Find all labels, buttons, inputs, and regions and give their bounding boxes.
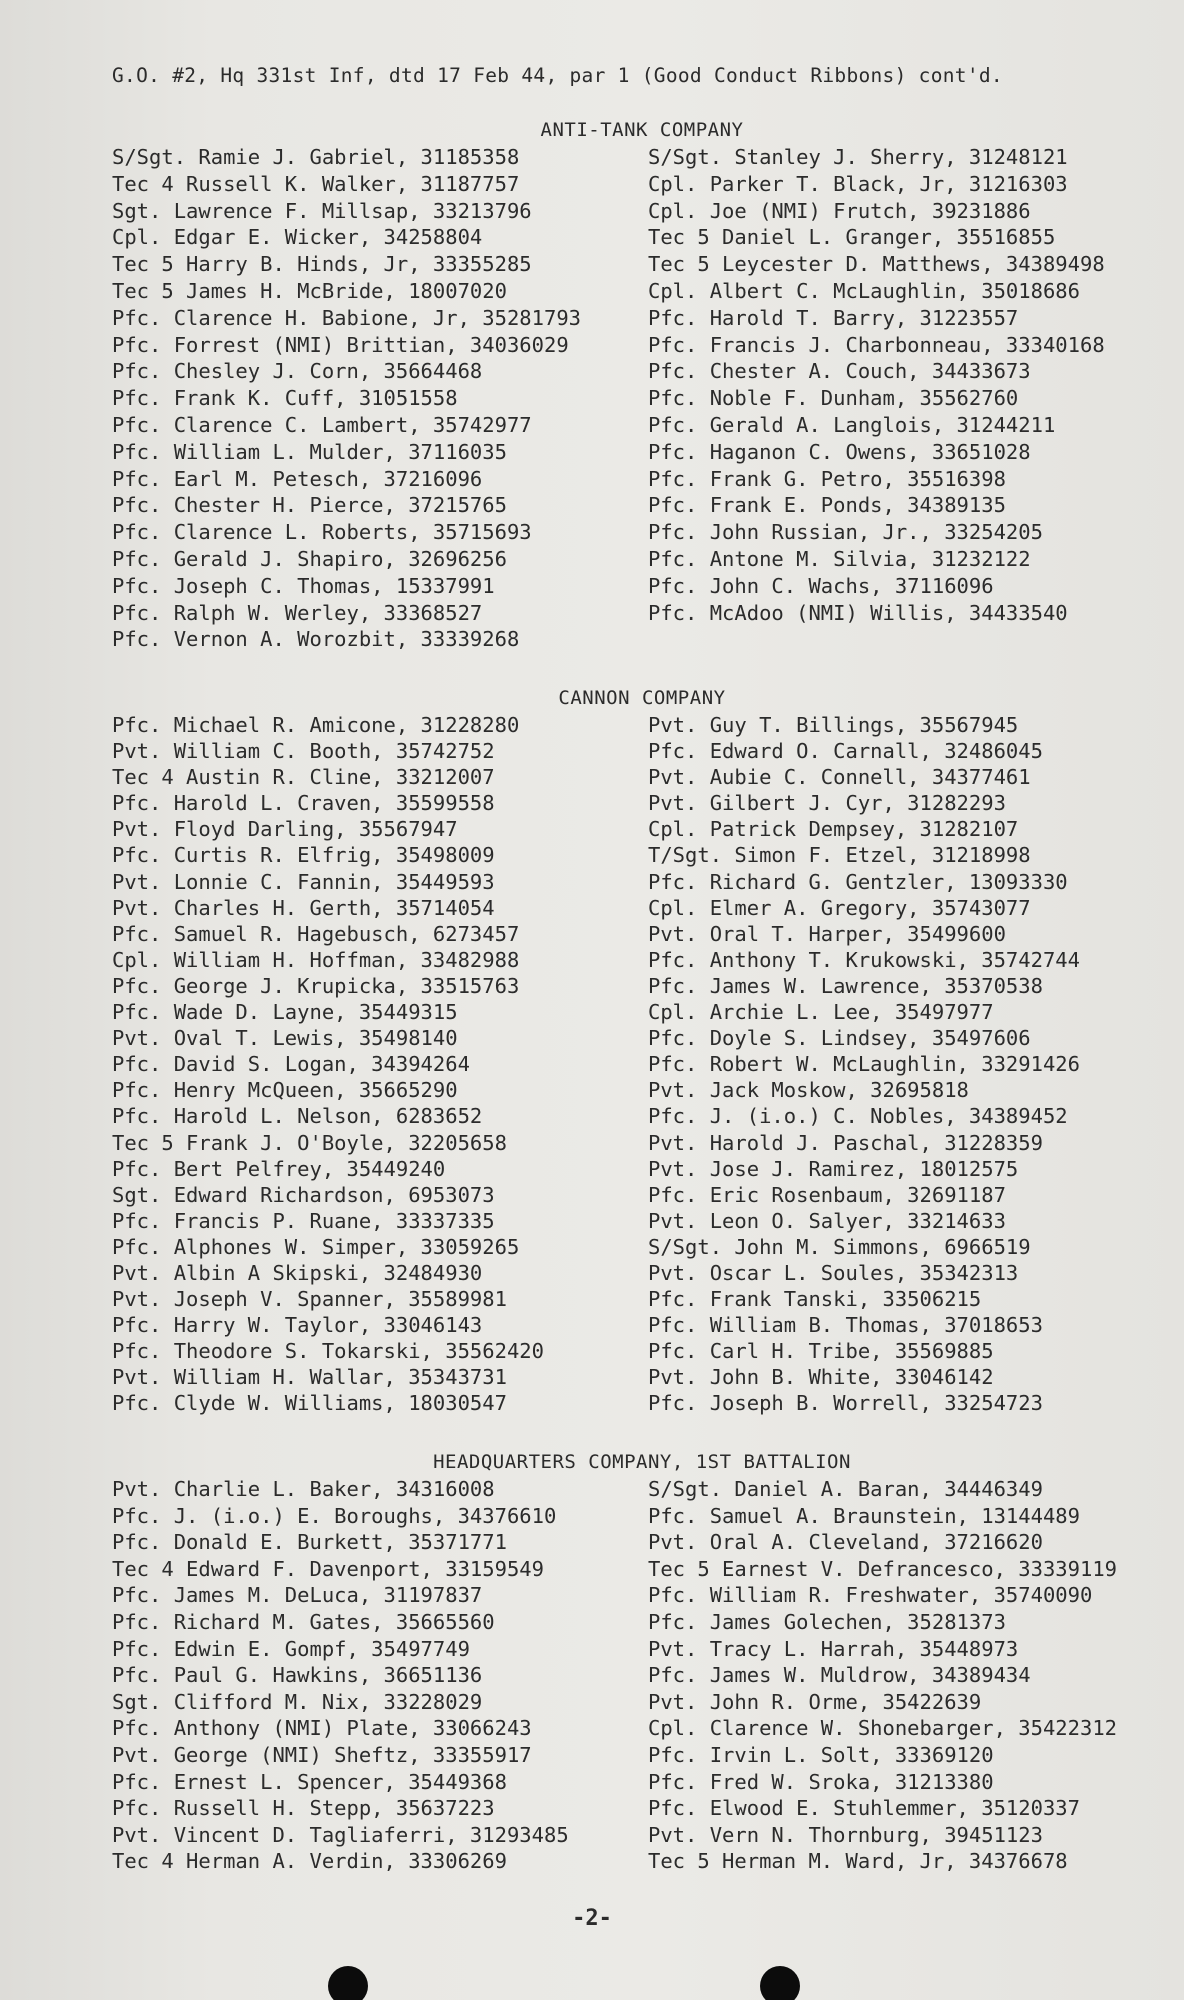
roster-entry: Pfc. Joseph C. Thomas, 15337991 [112,573,495,598]
roster-entry: Pvt. George (NMI) Sheftz, 33355917 [112,1742,532,1767]
roster-entry: Pfc. Curtis R. Elfrig, 35498009 [112,843,495,868]
roster-entry: Pfc. Antone M. Silvia, 31232122 [648,546,1031,571]
roster-entry: Pfc. Earl M. Petesch, 37216096 [112,466,483,491]
roster-entry: Cpl. Clarence W. Shonebarger, 35422312 [648,1716,1117,1741]
roster-column-left [112,144,648,653]
roster-entry: Pfc. Donald E. Burkett, 35371771 [112,1530,507,1555]
roster-entry: Cpl. Albert C. McLaughlin, 35018686 [648,278,1080,303]
roster-entry: Pfc. McAdoo (NMI) Willis, 34433540 [648,600,1068,625]
roster-entry: S/Sgt. Ramie J. Gabriel, 31185358 [112,145,520,169]
roster-entry: Tec 5 Earnest V. Defrancesco, 33339119 [648,1556,1117,1581]
roster-entry: Pfc. James Golechen, 35281373 [648,1609,1006,1634]
roster-entry: Tec 5 Harry B. Hinds, Jr, 33355285 [112,252,532,277]
roster-entry: Pvt. Vern N. Thornburg, 39451123 [648,1822,1043,1847]
page-number: -2- [572,1906,612,1931]
roster-entry: Pfc. Richard G. Gentzler, 13093330 [648,869,1068,894]
roster-entry: Pvt. Oral T. Harper, 35499600 [648,921,1006,946]
section-title: CANNON COMPANY [558,687,726,709]
roster-entry: Pvt. Charles H. Gerth, 35714054 [112,895,495,920]
roster-column-right [648,1476,1172,1875]
roster-entry: Pfc. Francis J. Charbonneau, 33340168 [648,332,1105,357]
roster-entry: S/Sgt. John M. Simmons, 6966519 [648,1234,1031,1259]
roster-entry: Pfc. Eric Rosenbaum, 32691187 [648,1182,1006,1207]
section-title: HEADQUARTERS COMPANY, 1ST BATTALION [433,1451,851,1473]
roster-entry: Pvt. John R. Orme, 35422639 [648,1689,982,1714]
roster-entry: S/Sgt. Stanley J. Sherry, 31248121 [648,145,1068,169]
roster-entry: Pvt. Jose J. Ramirez, 18012575 [648,1156,1019,1181]
roster-entry: Sgt. Clifford M. Nix, 33228029 [112,1689,483,1714]
roster-entry: Pfc. James M. DeLuca, 31197837 [112,1583,483,1608]
roster-entry: S/Sgt. Daniel A. Baran, 34446349 [648,1477,1043,1501]
roster-entry: Pfc. John C. Wachs, 37116096 [648,573,994,598]
roster-entry: Tec 5 James H. McBride, 18007020 [112,278,507,303]
roster-entry: Pfc. David S. Logan, 34394264 [112,1052,470,1077]
roster-entry: Tec 5 Frank J. O'Boyle, 32205658 [112,1130,507,1155]
roster-entry: Cpl. Edgar E. Wicker, 34258804 [112,225,483,250]
roster-entry: Pfc. Ralph W. Werley, 33368527 [112,600,483,625]
roster-entry: Pvt. Vincent D. Tagliaferri, 31293485 [112,1822,569,1847]
roster-entry: Pfc. Harry W. Taylor, 33046143 [112,1313,483,1338]
roster-entry: Pvt. Tracy L. Harrah, 35448973 [648,1636,1019,1661]
roster-entry: Pvt. John B. White, 33046142 [648,1365,994,1390]
roster-entry: Pfc. Richard M. Gates, 35665560 [112,1609,495,1634]
section-title: ANTI-TANK COMPANY [540,119,744,141]
roster-columns [112,144,1172,653]
roster-entry: Pfc. Chester A. Couch, 34433673 [648,359,1031,384]
roster-entry: Pvt. Jack Moskow, 32695818 [648,1078,969,1103]
roster-entry: Pvt. Aubie C. Connell, 34377461 [648,765,1031,790]
roster-entry: Pfc. Francis P. Ruane, 33337335 [112,1208,495,1233]
roster-column-right [648,712,1172,1417]
roster-entry: Tec 4 Russell K. Walker, 31187757 [112,171,520,196]
roster-entry: Pvt. Guy T. Billings, 35567945 [648,713,1019,737]
punch-hole-left [328,1966,368,2000]
roster-entry: Pfc. Chesley J. Corn, 35664468 [112,359,483,384]
roster-entry: Pfc. Harold T. Barry, 31223557 [648,305,1019,330]
roster-entry: Tec 4 Austin R. Cline, 33212007 [112,765,495,790]
roster-entry: Pfc. Harold L. Nelson, 6283652 [112,1104,483,1129]
roster-entry: Pfc. Samuel A. Braunstein, 13144489 [648,1503,1080,1528]
roster-entry: Pfc. Joseph B. Worrell, 33254723 [648,1391,1043,1416]
roster-entry: Pfc. Edward O. Carnall, 32486045 [648,739,1043,764]
roster-column-right [648,144,1172,653]
roster-columns [112,1476,1172,1875]
roster-entry: Tec 4 Herman A. Verdin, 33306269 [112,1849,507,1874]
roster-entry: Pfc. Paul G. Hawkins, 36651136 [112,1663,483,1688]
roster-entry: Pfc. Noble F. Dunham, 35562760 [648,386,1019,411]
roster-entry: Pfc. Samuel R. Hagebusch, 6273457 [112,921,520,946]
roster-entry: Pvt. Albin A Skipski, 32484930 [112,1260,483,1285]
roster-entry: Pfc. Anthony T. Krukowski, 35742744 [648,947,1080,972]
roster-entry: Pfc. Robert W. McLaughlin, 33291426 [648,1052,1080,1077]
roster-entry: Pvt. William C. Booth, 35742752 [112,739,495,764]
roster-entry: Pfc. Frank E. Ponds, 34389135 [648,493,1006,518]
roster-entry: Cpl. William H. Hoffman, 33482988 [112,947,520,972]
roster-column-left [112,1476,648,1875]
roster-entry: Pfc. James W. Lawrence, 35370538 [648,973,1043,998]
roster-entry: Pfc. Carl H. Tribe, 35569885 [648,1339,994,1364]
punch-hole-right [760,1966,800,2000]
section-anti-tank-company [112,116,1172,653]
roster-entry: Pfc. George J. Krupicka, 33515763 [112,973,520,998]
roster-entry: Pfc. Frank G. Petro, 35516398 [648,466,1006,491]
roster-entry: Cpl. Parker T. Black, Jr, 31216303 [648,171,1068,196]
roster-entry: Tec 5 Leycester D. Matthews, 34389498 [648,252,1105,277]
roster-entry: Pfc. J. (i.o.) C. Nobles, 34389452 [648,1104,1068,1129]
roster-entry: Cpl. Joe (NMI) Frutch, 39231886 [648,198,1031,223]
order-header: G.O. #2, Hq 331st Inf, dtd 17 Feb 44, par 1 (Good Conduct Ribbons) cont'd. [112,64,1003,87]
roster-entry: Pfc. Wade D. Layne, 35449315 [112,1000,458,1025]
roster-entry: Cpl. Patrick Dempsey, 31282107 [648,817,1019,842]
roster-entry: Pfc. Doyle S. Lindsey, 35497606 [648,1026,1031,1051]
roster-entry: Pfc. William R. Freshwater, 35740090 [648,1583,1093,1608]
roster-entry: Pfc. Clarence L. Roberts, 35715693 [112,520,532,545]
roster-entry: Pfc. Edwin E. Gompf, 35497749 [112,1636,470,1661]
roster-entry: Pfc. Gerald J. Shapiro, 32696256 [112,546,507,571]
roster-entry: Pfc. Fred W. Sroka, 31213380 [648,1769,994,1794]
roster-entry: Pfc. Forrest (NMI) Brittian, 34036029 [112,332,569,357]
roster-entry: Pfc. William B. Thomas, 37018653 [648,1313,1043,1338]
roster-entry: Pvt. Joseph V. Spanner, 35589981 [112,1287,507,1312]
roster-entry: Pfc. Clyde W. Williams, 18030547 [112,1391,507,1416]
section-hq-company-1st-battalion [112,1448,1172,1875]
roster-entry: Pvt. Harold J. Paschal, 31228359 [648,1130,1043,1155]
roster-entry: Tec 5 Daniel L. Granger, 35516855 [648,225,1056,250]
roster-entry: Pfc. James W. Muldrow, 34389434 [648,1663,1031,1688]
roster-entry: Pvt. Oscar L. Soules, 35342313 [648,1260,1019,1285]
section-cannon-company [112,684,1172,1417]
roster-entry: Pvt. Oval T. Lewis, 35498140 [112,1026,458,1051]
roster-entry: Pfc. Gerald A. Langlois, 31244211 [648,412,1056,437]
roster-entry: Pvt. Gilbert J. Cyr, 31282293 [648,791,1006,816]
roster-entry: Pfc. Anthony (NMI) Plate, 33066243 [112,1716,532,1741]
roster-entry: Sgt. Edward Richardson, 6953073 [112,1182,495,1207]
roster-entry: Pvt. Lonnie C. Fannin, 35449593 [112,869,495,894]
roster-entry: Pfc. William L. Mulder, 37116035 [112,439,507,464]
roster-entry: Pfc. J. (i.o.) E. Boroughs, 34376610 [112,1503,557,1528]
roster-entry: Pfc. Russell H. Stepp, 35637223 [112,1796,495,1821]
roster-entry: Pfc. Clarence H. Babione, Jr, 35281793 [112,305,581,330]
roster-entry: Sgt. Lawrence F. Millsap, 33213796 [112,198,532,223]
roster-entry: Pfc. John Russian, Jr., 33254205 [648,520,1043,545]
roster-entry: Pvt. Leon O. Salyer, 33214633 [648,1208,1006,1233]
roster-column-left [112,712,648,1417]
roster-entry: Pfc. Frank Tanski, 33506215 [648,1287,982,1312]
roster-entry: Pvt. Charlie L. Baker, 34316008 [112,1477,495,1501]
roster-entry: Pfc. Henry McQueen, 35665290 [112,1078,458,1103]
roster-entry: Pfc. Alphones W. Simper, 33059265 [112,1234,520,1259]
roster-entry: Cpl. Elmer A. Gregory, 35743077 [648,895,1031,920]
roster-entry: Tec 5 Herman M. Ward, Jr, 34376678 [648,1849,1068,1874]
roster-entry: Pfc. Elwood E. Stuhlemmer, 35120337 [648,1796,1080,1821]
roster-entry: Pfc. Harold L. Craven, 35599558 [112,791,495,816]
roster-entry: Pfc. Michael R. Amicone, 31228280 [112,713,520,737]
roster-entry: Pvt. Oral A. Cleveland, 37216620 [648,1530,1043,1555]
roster-columns [112,712,1172,1417]
roster-entry: T/Sgt. Simon F. Etzel, 31218998 [648,843,1031,868]
roster-entry: Pfc. Ernest L. Spencer, 35449368 [112,1769,507,1794]
roster-entry: Pfc. Irvin L. Solt, 33369120 [648,1742,994,1767]
roster-entry: Tec 4 Edward F. Davenport, 33159549 [112,1556,544,1581]
roster-entry: Pfc. Theodore S. Tokarski, 35562420 [112,1339,544,1364]
roster-entry: Pfc. Vernon A. Worozbit, 33339268 [112,627,520,652]
roster-entry: Pfc. Clarence C. Lambert, 35742977 [112,412,532,437]
roster-entry: Pfc. Haganon C. Owens, 33651028 [648,439,1031,464]
roster-entry: Cpl. Archie L. Lee, 35497977 [648,1000,994,1025]
roster-entry: Pfc. Chester H. Pierce, 37215765 [112,493,507,518]
roster-entry: Pvt. William H. Wallar, 35343731 [112,1365,507,1390]
roster-entry: Pvt. Floyd Darling, 35567947 [112,817,458,842]
roster-entry: Pfc. Bert Pelfrey, 35449240 [112,1156,446,1181]
roster-entry: Pfc. Frank K. Cuff, 31051558 [112,386,458,411]
